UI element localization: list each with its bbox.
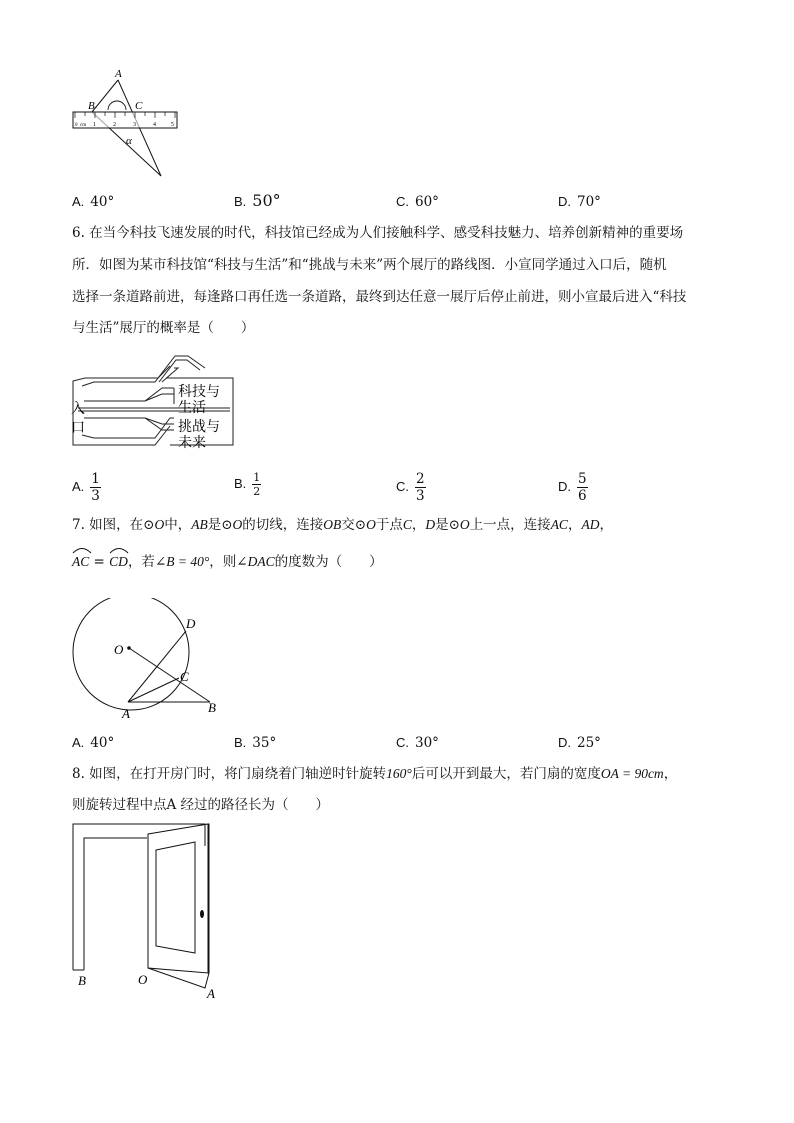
q7-label-c: C [180,669,189,684]
q5-label-a: A [115,68,122,80]
q6-option-b-num: 1 [253,471,261,484]
q5-side-ab [92,80,118,112]
q7-option-c: C. 30° [396,735,439,751]
q8-frame-inner [84,838,147,970]
q8-stem-line1: 8. 如图，在打开房门时，将门扇绕着门轴逆时针旋转160°后可以开到最大，若门扇的宽度OA = 90cm， [72,766,678,782]
q8-label-b: B [78,973,86,988]
q7-label-o: O [114,642,124,657]
q6-option-a-num: 1 [91,471,100,487]
q8-door-leaf-edge [208,824,209,973]
q8-label-a: A [207,986,215,1001]
q5-tick-2: 2 [113,122,116,128]
q6-hall2-line2: 未来 [178,436,206,451]
q5-option-b: B. 50° [234,191,281,210]
q7-arc-ac: AC [72,554,90,569]
q6-option-d: D. $\frac{5}{6}$ [558,471,587,504]
q6-option-c: C. $\frac{2}{3}$ [396,471,425,504]
q6-option-c-den: 3 [416,488,425,504]
q7-option-d: D. 25° [558,735,601,751]
q8-door-leaf [148,824,208,973]
q6-option-a: A. $\frac{1}{3}$ [72,471,100,504]
q6-stem-line3: 选择一条道路前进，每逢路口再任选一条道路，最终到达任意一展厅后停止前进，则小宣最后进入“科技 [72,289,687,305]
q5-tick-0: 0 [75,123,78,128]
q6-option-a-den: 3 [91,488,100,504]
q8-stem-line2: 则旋转过程中点A 经过的路径长为（ ） [72,797,330,813]
q6-hall2-line1: 挑战与 [178,420,220,435]
q5-option-a: A. 40° [72,194,115,210]
q7-label-a: A [122,706,130,720]
q7-option-a: A. 40° [72,735,115,751]
q7-label-d: D [186,616,196,631]
q5-label-b: B [88,100,95,112]
q6-option-c-num: 2 [416,471,425,487]
q5-figure [70,66,182,180]
q8-frame-outer [73,824,205,970]
q7-option-b: B. 35° [234,735,277,751]
q6-route-figure [70,346,240,458]
q6-option-b-den: 2 [253,485,261,498]
q6-option-d-den: 6 [578,488,587,504]
q6-entry-char2: 口 [71,421,85,436]
q7-arc-cd: CD [109,554,128,569]
q7-circle-figure [68,598,228,720]
q6-stem-line1: 6. 在当今科技飞速发展的时代，科技馆已经成为人们接触科学、感受科技魅力、培养创新精神的重要场 [72,225,684,241]
q6-hall1-line1: 科技与 [178,385,220,400]
q5-tick-5: 5 [171,122,174,128]
q8-door-figure [68,818,228,1002]
q5-label-c: C [135,100,143,112]
q8-label-o: O [138,972,148,987]
q7-stem-line1: 7. 如图，在⊙O中，AB是⊙O的切线，连接OB交⊙O于点C，D是⊙O上一点，连接AC，AD， [72,517,613,533]
q6-stem-line2: 所．如图为某市科技馆“科技与生活”和“挑战与未来”两个展厅的路线图．小宣同学通过入口后，随机 [72,257,667,273]
q5-tick-unit: cm [80,123,87,128]
q5-option-d: D. 70° [558,194,601,210]
q5-option-c: C. 60° [396,194,439,210]
q6-hall1-line2: 生活 [178,401,206,416]
q5-label-alpha: α [126,135,132,147]
q7-segment-ob [129,648,210,702]
q5-tick-1: 1 [93,122,96,128]
q5-tick-3: 3 [133,122,136,128]
q6-entry-char1: 入 [71,402,85,417]
q6-stem-line4: 与生活”展厅的概率是（ ） [72,320,255,336]
q7-circle [73,598,189,710]
q8-door-handle [200,910,204,918]
q7-chord-ad [128,631,186,702]
q6-option-b: B. $\frac{1}{2}$ [234,471,261,498]
q7-chord-ac [128,678,179,702]
q8-door-window [156,842,195,953]
q5-tick-4: 4 [153,122,156,128]
q7-label-b: B [208,700,216,715]
q6-option-d-num: 5 [578,471,587,487]
q8-door-thickness [148,834,209,988]
q7-stem-line2: AC = CD，若∠B = 40°，则∠DAC的度数为（ ） [72,552,383,572]
q5-angle-arc [108,101,126,110]
